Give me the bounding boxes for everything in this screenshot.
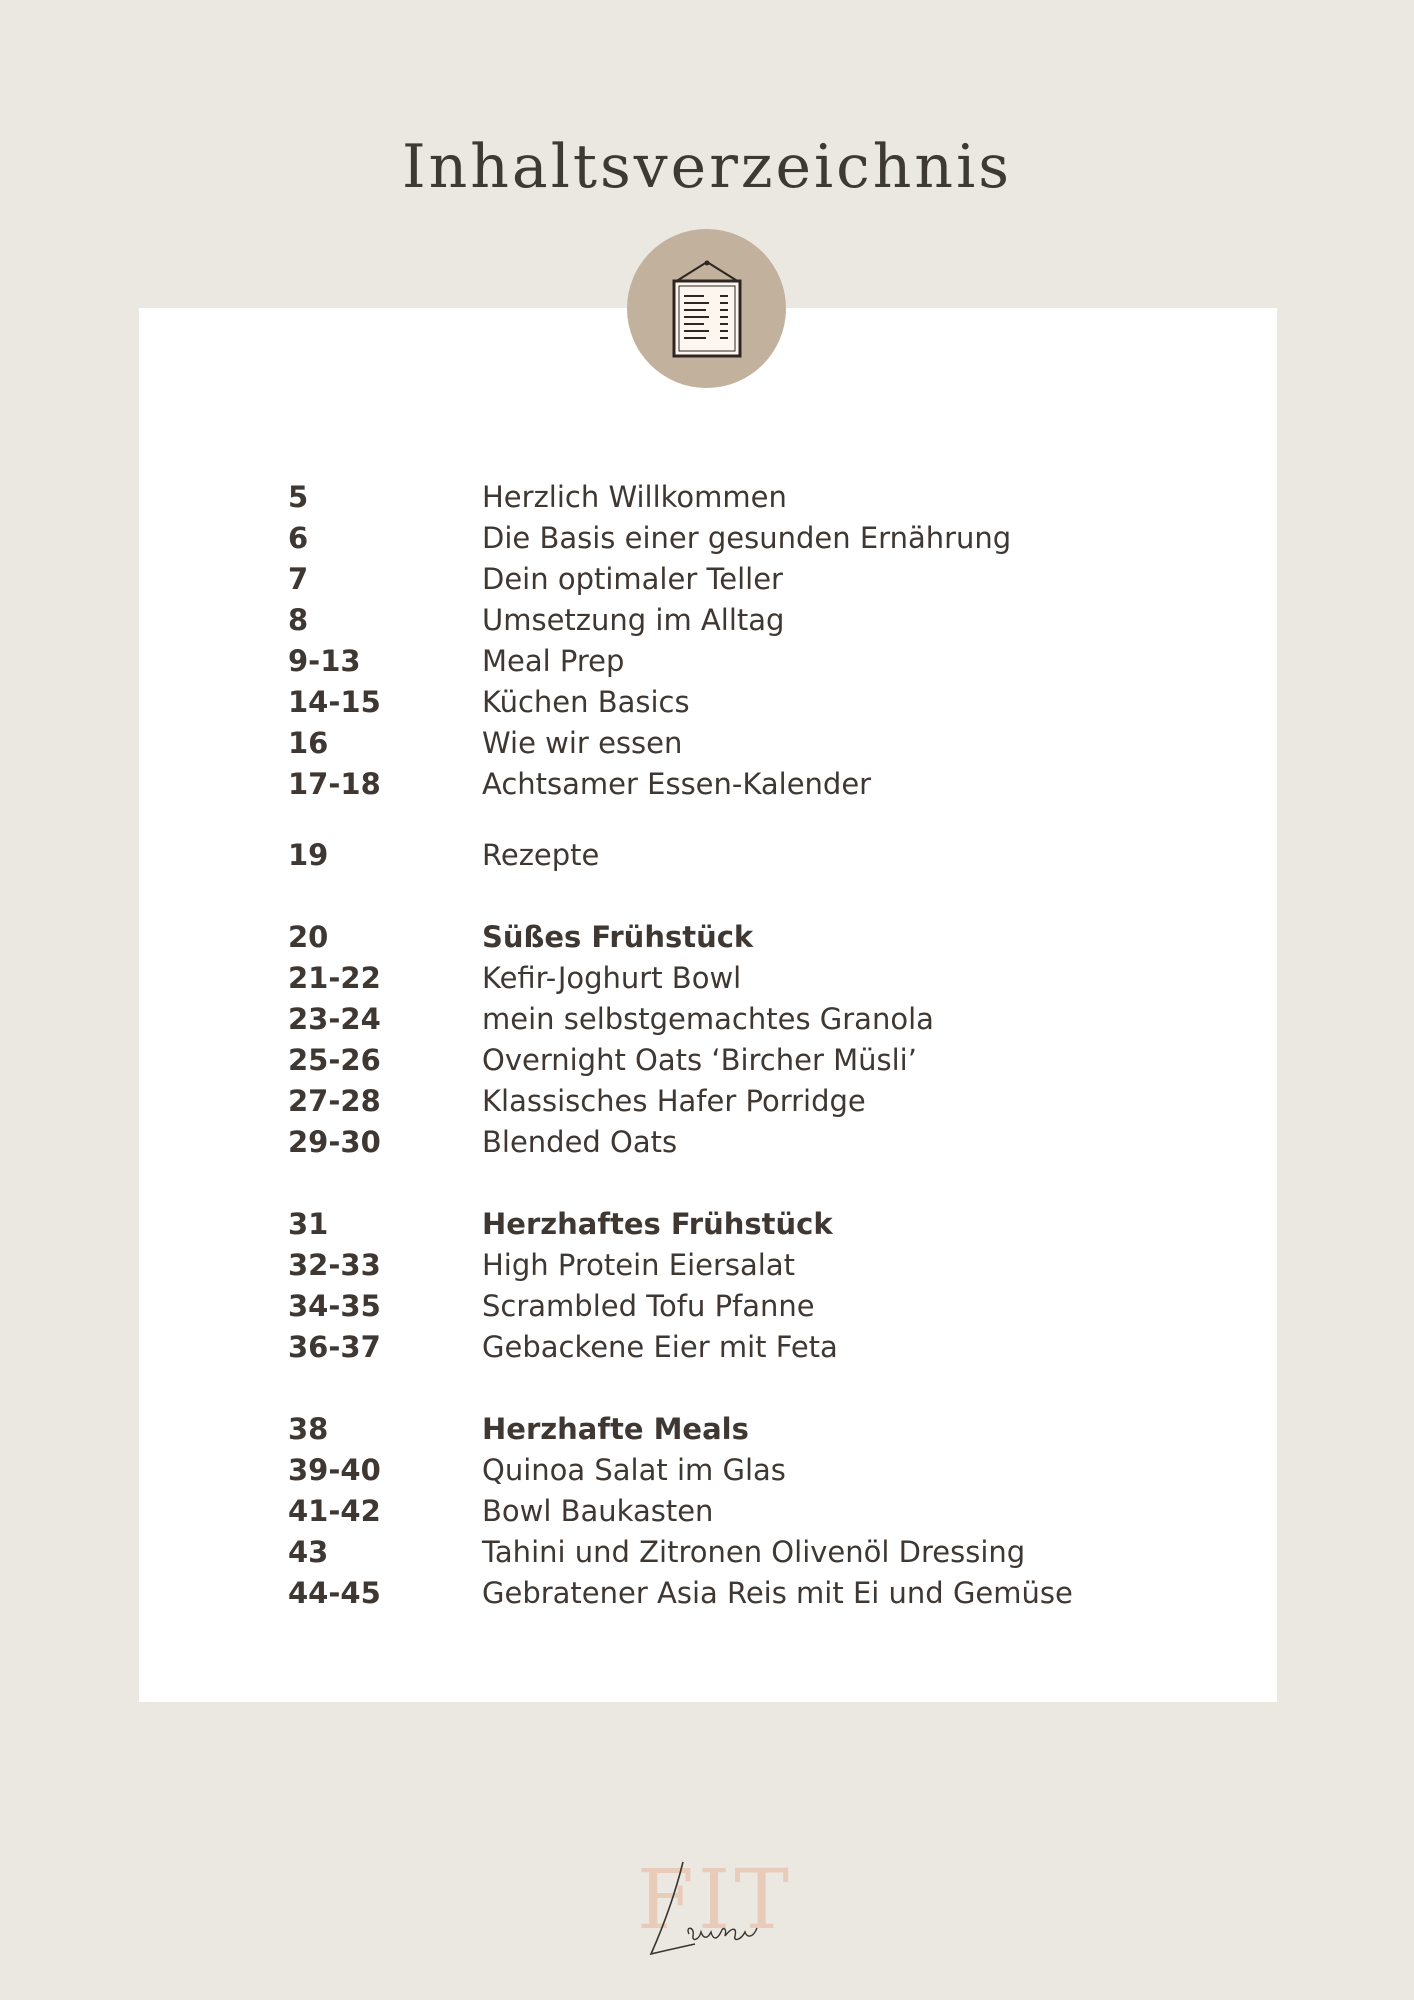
toc-section-heading[interactable] (288, 1409, 1188, 1450)
toc-page-number: 39-40 (288, 1453, 381, 1487)
toc-entry-title: Meal Prep (482, 644, 625, 678)
toc-entry[interactable] (288, 559, 1188, 600)
toc-page-number: 9-13 (288, 644, 361, 678)
toc-entry[interactable] (288, 764, 1188, 805)
toc-page-number: 27-28 (288, 1084, 381, 1118)
toc-page-number: 44-45 (288, 1576, 381, 1610)
toc-entry[interactable] (288, 1573, 1188, 1614)
toc-entry-title: Kefir-Joghurt Bowl (482, 961, 742, 995)
section-spacer (288, 876, 1188, 917)
toc-entry[interactable] (288, 835, 1188, 876)
page-title: Inhaltsverzeichnis (401, 132, 1013, 203)
toc-entry[interactable] (288, 600, 1188, 641)
toc-entry[interactable] (288, 641, 1188, 682)
toc-page-number: 25-26 (288, 1043, 381, 1077)
toc-page-number: 14-15 (288, 685, 381, 719)
toc-page-number: 36-37 (288, 1330, 381, 1364)
toc-entry[interactable] (288, 1450, 1188, 1491)
toc-entry[interactable] (288, 1122, 1188, 1163)
toc-entry[interactable] (288, 682, 1188, 723)
section-spacer (288, 1163, 1188, 1204)
toc-page-number: 43 (288, 1535, 329, 1569)
toc-entry-title: mein selbstgemachtes Granola (482, 1002, 934, 1036)
logo-signature-icon (637, 1853, 793, 1966)
toc-entry-title: Rezepte (482, 838, 600, 872)
toc-page-number: 16 (288, 726, 329, 760)
toc-entry-title: Herzlich Willkommen (482, 480, 787, 514)
toc-entry-title: Bowl Baukasten (482, 1494, 714, 1528)
toc-page-number: 5 (288, 480, 309, 514)
toc-section-heading[interactable] (288, 917, 1188, 958)
toc-page-number: 32-33 (288, 1248, 381, 1282)
toc-section-title: Herzhaftes Frühstück (482, 1207, 833, 1241)
toc-entry-title: Achtsamer Essen-Kalender (482, 767, 872, 801)
toc-entry-title: Umsetzung im Alltag (482, 603, 785, 637)
toc-entry[interactable] (288, 1327, 1188, 1368)
toc-entry[interactable] (288, 723, 1188, 764)
toc-entry-title: Overnight Oats ‘Bircher Müsli’ (482, 1043, 917, 1077)
toc-entry-title: Gebratener Asia Reis mit Ei und Gemüse (482, 1576, 1073, 1610)
toc-page-number: 41-42 (288, 1494, 381, 1528)
toc-entry[interactable] (288, 1491, 1188, 1532)
logo-wordmark: FIT (637, 1853, 793, 1948)
toc-entry-title: Blended Oats (482, 1125, 678, 1159)
toc-page-number: 17-18 (288, 767, 381, 801)
toc-entry-title: High Protein Eiersalat (482, 1248, 795, 1282)
toc-entry[interactable] (288, 999, 1188, 1040)
toc-page-number: 20 (288, 920, 329, 954)
toc-page-number: 7 (288, 562, 309, 596)
toc-page-number: 21-22 (288, 961, 381, 995)
toc-entry[interactable] (288, 477, 1188, 518)
toc-entry[interactable] (288, 958, 1188, 999)
brand-logo (637, 1853, 793, 1966)
toc-entry[interactable] (288, 1286, 1188, 1327)
table-of-contents (288, 477, 1188, 1614)
toc-entry-title: Gebackene Eier mit Feta (482, 1330, 838, 1364)
toc-page-number: 8 (288, 603, 309, 637)
toc-page-number: 31 (288, 1207, 329, 1241)
toc-entry[interactable] (288, 518, 1188, 559)
toc-entry-title: Quinoa Salat im Glas (482, 1453, 786, 1487)
toc-section-title: Süßes Frühstück (482, 920, 754, 954)
toc-entry[interactable] (288, 1245, 1188, 1286)
toc-section-title: Herzhafte Meals (482, 1412, 749, 1446)
toc-page-number: 38 (288, 1412, 329, 1446)
toc-entry[interactable] (288, 1081, 1188, 1122)
toc-entry-title: Wie wir essen (482, 726, 683, 760)
section-spacer (288, 805, 1188, 835)
toc-entry[interactable] (288, 1040, 1188, 1081)
toc-entry-title: Scrambled Tofu Pfanne (482, 1289, 815, 1323)
toc-entry-title: Klassisches Hafer Porridge (482, 1084, 866, 1118)
menu-board-icon (671, 260, 743, 358)
toc-page-number: 23-24 (288, 1002, 381, 1036)
section-spacer (288, 1368, 1188, 1409)
icon-badge (627, 229, 786, 388)
toc-page-number: 34-35 (288, 1289, 381, 1323)
toc-entry-title: Die Basis einer gesunden Ernährung (482, 521, 1012, 555)
toc-entry-title: Küchen Basics (482, 685, 690, 719)
toc-entry[interactable] (288, 1532, 1188, 1573)
toc-page-number: 19 (288, 838, 329, 872)
toc-section-heading[interactable] (288, 1204, 1188, 1245)
toc-entry-title: Tahini und Zitronen Olivenöl Dressing (482, 1535, 1026, 1569)
toc-entry-title: Dein optimaler Teller (482, 562, 783, 596)
toc-page-number: 29-30 (288, 1125, 381, 1159)
toc-page-number: 6 (288, 521, 309, 555)
